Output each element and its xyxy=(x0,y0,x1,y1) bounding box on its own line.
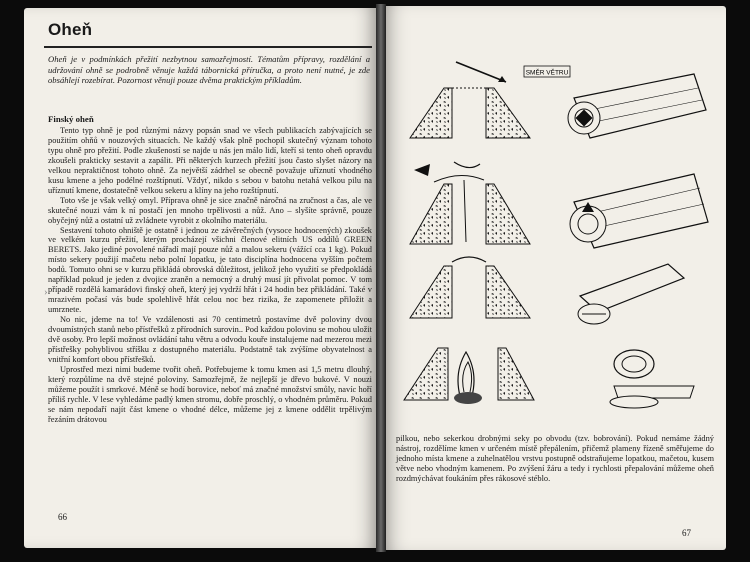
body-paragraph: Toto vše je však velký omyl. Příprava ohně je sice značně náročná na zručnost a čas, ale ve skutečné nouzi vám k ní postačí jen mnoho trpělivosti a nůž. Ano – slyšíte správně, pouze obyčejný nůž a ostatní už zvládnete vyrobit z okolního materiálu. xyxy=(48,195,372,225)
shelter-diagram-2 xyxy=(410,162,530,244)
shelter-diagram-1 xyxy=(410,88,530,138)
log-illustration-2 xyxy=(570,174,708,248)
body-paragraph: Tento typ ohně je pod různými názvy popsán snad ve všech publikacích zabývajících se použitím ohňů v nouzových situacích. Ne každý však plně pochopil skutečný význam tohoto typu ohně pro přežití. Podle zkušeností se najde u nás jen málo lidí, kteří si tento oheň opravdu zkoušeli prakticky sestavit a zapálit. Při některých kurzech přežití jsou často slyšet názory na velkou nepraktičnost tohoto ohně. Za největší zádrhel se obecně považuje uříznutí vhodného kusu kmene a jeho podélné rozštípnutí. Vždyť, nikdo s sebou v batohu netahá velkou pilu na uříznutí kmene, dostatečně velkou sekeru a klíny na jeho rozštípnutí. xyxy=(48,126,372,195)
margin-mark: › xyxy=(44,286,48,298)
wind-label: SMĚR VĚTRU xyxy=(525,69,569,77)
body-paragraph: Uprostřed mezi nimi budeme tvořit oheň. Potřebujeme k tomu kmen asi 1,5 metru dlouhý, který rozpůlíme na dvě stejné poloviny. Samozřejmě, že nejlepší je dřevo bukové. V nouzi můžeme použít i smrkové. Méně se hodí borovice, neboť má značné množství smůly, navíc hoří příliš rychle. V lese vyhledáme padlý kmen stromu, dobře proschlý, o vhodném průměru. Pokud se nám nepodaří najít část kmene o vhodné délce, můžeme jej z kmene oddělit trpělivým řezáním drátovou xyxy=(48,364,372,424)
right-body-text: pilkou, nebo sekerkou drobnými seky po obvodu (tzv. bobrování). Pokud nemáme žádný nástroj, rozdělíme kmen v určeném místě přepálením, přičemž plameny řízeně směřujeme do jednoho místa kmene a zuhelnatělou vrstvu postupně odstraňujeme lopatkou, mačetou, kusem větve nebo vhodným kamenem. Po zvýšení žáru a tedy i rychlosti přepalování můžeme oheň rozdmýchávat foukáním přes rákosové stéblo. xyxy=(396,434,714,483)
fire-illustrations xyxy=(394,52,724,428)
title-rule xyxy=(44,46,372,48)
log-illustration-1 xyxy=(568,74,706,138)
page-number-left: 66 xyxy=(58,512,67,522)
shelter-diagram-4 xyxy=(404,348,534,404)
wind-direction-arrow xyxy=(456,62,570,82)
body-paragraph: No nic, jdeme na to! Ve vzdálenosti asi 70 centimetrů postavíme dvě poloviny dvou dvoumístných stanů nebo přístřešků z přírodních surovin.. Pod každou polovinu se mohou uložit dvě osoby. Pro lepší možnost ovládání tahu větru a odvodu kouře instalujeme nad mezerou mezi přístřešky pohyblivou stříšku z dostupného materiálu. Podstatně tak zvýšíme obyvatelnost a vnitřní komfort obou přístřešků. xyxy=(48,315,372,364)
section-heading: Finský oheň xyxy=(48,114,94,124)
left-body-text xyxy=(48,126,372,425)
chapter-intro: Oheň je v podmínkách přežití nezbytnou samozřejmostí. Tématům přípravy, rozdělání a udržování ohně se podrobně věnuje každá tábornická příručka, a proto není nutné, je zde obsáhlejí rozebírat. Pozornost věnuji pouze dvěma praktickým příkladům. xyxy=(48,54,370,86)
body-paragraph: Sestavení tohoto ohniště je ostatně i jednou ze závěrečných (vysoce hodnocených) zkoušek ve velkém kurzu přežití, kterým procházejí všichni členové elitních US oddílů GREEN BERETS. Jako jediné povolené nářadí mají pouze nůž a malou sekeru (vážící cca 1 kg). Pokud místo sekery použijí mačetu nebo polní lopatku, je tato disciplína hodnocena vyšším počtem bodů. Tomuto ohni se v kurzu přikládá obrovská důležitost, jelikož jeho využití se předpokládá například pokud je jeden z dvojice zraněn a nemocný a druhý musí jít přivolat pomoc. V tom případě rozdělá kamarádovi finský oheň, který jej vydrží hřát i 24 hodin bez přikládání. Také v mrazivém počasí vás bude spolehlivě hřát celou noc bez rizika, že zapomenete přiložit a umrznete. xyxy=(48,225,372,315)
split-log-illustration xyxy=(578,264,684,324)
shelter-diagram-3 xyxy=(410,257,530,318)
chapter-title: Oheň xyxy=(48,20,93,39)
page-number-right: 67 xyxy=(682,528,691,538)
book-spine xyxy=(376,4,386,552)
log-with-fire-illustration xyxy=(610,350,694,408)
